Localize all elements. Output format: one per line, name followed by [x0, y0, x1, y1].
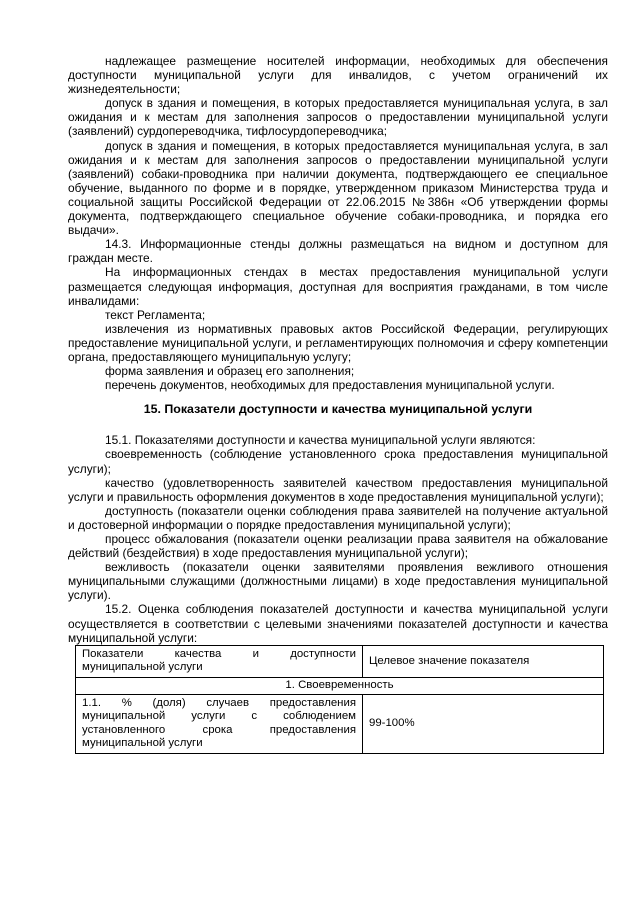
- list-item-documents-list: перечень документов, необходимых для предоставления муниципальной услуги.: [105, 378, 555, 393]
- table-header-row: [76, 645, 604, 677]
- paragraph-15-1: 15.1. Показателями доступности и качества муниципальной услуги являются:: [105, 433, 536, 448]
- table-header-target-value: Целевое значение показателя: [363, 645, 604, 677]
- list-item-timeliness: своевременность (соблюдение установленного срока предоставления муниципальной услуги);: [68, 447, 608, 476]
- list-item-quality: качество (удовлетворенность заявителей качеством предоставления муниципальной услуги и правильность оформления документов в ходе предоставления муниципальной услуги);: [68, 475, 608, 504]
- list-item-accessibility: доступность (показатели оценки соблюдения права заявителей на получение актуальной и достоверной информации о порядке предоставления муниципальной услуги);: [68, 503, 608, 532]
- table-group-row: [76, 677, 604, 694]
- list-item-regulation-text: текст Регламента;: [105, 307, 206, 322]
- paragraph-guide-dog: допуск в здания и помещения, в которых предоставляется муниципальная услуга, в зал ожидания и к местам для заполнения запросов о предоставлении муниципальной услуги (заявлений) собаки-проводника при наличии документа, подтверждающего ее специальное обучение, выданного по форме и в порядке, утвержденном приказом Министерства труда и социальной защиты Российской Федерации от 22.06.2015 №386н «Об утверждении формы документа, подтверждающего специальное обучение собаки-проводника, и порядка его выдачи».: [68, 138, 608, 238]
- paragraph-15-2: 15.2. Оценка соблюдения показателей доступности и качества муниципальной услуги осуществляется в соответствии с целевыми значениями показателей доступности и качества муниципальной услуги:: [68, 602, 608, 645]
- table-row: [76, 694, 604, 753]
- section-heading: 15. Показатели доступности и качества муниципальной услуги: [143, 402, 533, 417]
- document-page: [68, 54, 608, 754]
- indicators-table: [75, 645, 604, 754]
- paragraph-14-3: 14.3. Информационные стенды должны размещаться на видном и доступном для граждан месте.: [68, 237, 608, 266]
- paragraph-placement: надлежащее размещение носителей информации, необходимых для обеспечения доступности муниципальной услуги для инвалидов, с учетом ограничений их жизнедеятельности;: [68, 54, 608, 97]
- list-item-politeness: вежливость (показатели оценки заявителями проявления вежливого отношения муниципальными служащими (должностными лицами) в ходе предоставления муниципальной услуги).: [68, 560, 608, 603]
- table-header-indicators: Показатели качества и доступности муниципальной услуги: [76, 645, 363, 677]
- table-group-timeliness: 1. Своевременность: [76, 677, 604, 694]
- paragraph-stands-info: На информационных стендах в местах предоставления муниципальной услуги размещается следующая информация, доступная для восприятия гражданами, в том числе инвалидами:: [68, 265, 608, 308]
- list-item-legal-extracts: извлечения из нормативных правовых актов Российской Федерации, регулирующих предоставление муниципальной услуги, и регламентирующих полномочия и сферу компетенции органа, предоставляющего муниципальную услугу;: [68, 321, 608, 364]
- paragraph-sign-interpreter: допуск в здания и помещения, в которых предоставляется муниципальная услуга, в зал ожидания и к местам для заполнения запросов о предоставлении муниципальной услуги (заявлений) сурдопереводчика, тифлосурдопереводчика;: [68, 96, 608, 139]
- list-item-appeal: процесс обжалования (показатели оценки реализации права заявителя на обжалование действий (бездействия) в ходе предоставления муниципальной услуги);: [68, 532, 608, 561]
- list-item-application-form: форма заявления и образец его заполнения;: [105, 364, 355, 379]
- table-cell-target-value: 99-100%: [363, 694, 604, 753]
- table-cell-indicator: 1.1. % (доля) случаев предоставления муниципальной услуги с соблюдением установленного срока предоставления муниципальной услуги: [76, 694, 363, 753]
